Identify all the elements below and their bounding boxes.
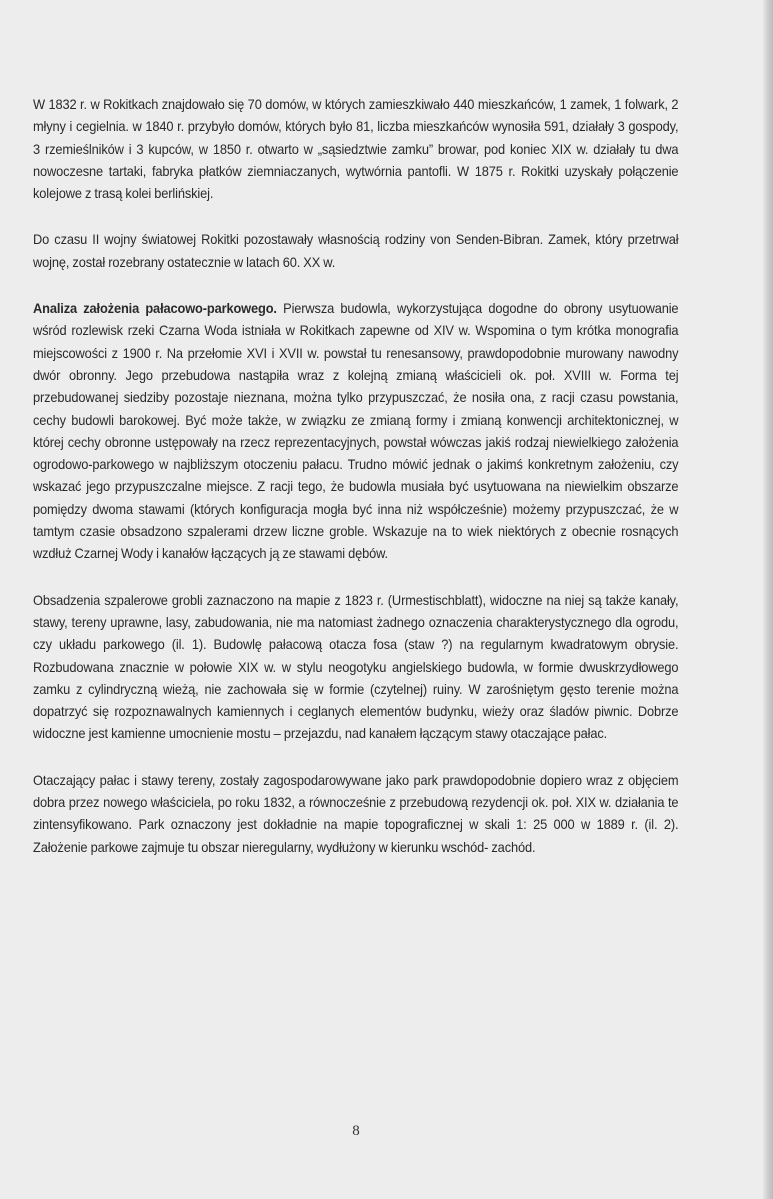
paragraph-history-1832 [33, 94, 678, 205]
paragraph-map-1823 [33, 590, 678, 746]
paragraph-text: W 1832 r. w Rokitkach znajdowało się 70 domów, w których zamieszkiwało 440 mieszkańców, 1 zamek, 1 folwark, 2 młyny i cegielnia. w 1840 r. przybyło domów, których było 81, liczba mieszkańców wynosiła 591, działały 3 gospody, 3 rzemieślników i 3 kupców, w 1850 r. otwarto w „sąsiedztwie zamku” browar, pod koniec XIX w. działały tu dwa nowoczesne tartaki, fabryka płatków ziemniaczanych, wytwórnia pantofli. W 1875 r. Rokitki uzyskały połączenie kolejowe z trasą kolei berlińskiej. [33, 97, 679, 202]
paragraph-text: Obsadzenia szpalerowe grobli zaznaczono na mapie z 1823 r. (Urmestischblatt), widoczne na niej są także kanały, stawy, tereny uprawne, lasy, zabudowania, nie ma natomiast żadnego oznaczenia charakterystycznego dla ogrodu, czy układu parkowego (il. 1). Budowlę pałacową otacza fosa (staw ?) na regularnym kwadratowym obrysie. Rozbudowana znacznie w połowie XIX w. w stylu neogotyku angielskiego budowla, w formie dwuskrzydłowego zamku z cylindryczną wieżą, nie zachowała się w formie (czytelnej) ruiny. W zarośniętym gęsto terenie można dopatrzyć się rozpoznawalnych kamiennych i ceglanych elementów budynku, wieży oraz śladów piwnic. Dobrze widoczne jest kamienne umocnienie mostu – przejazdu, nad kanałem łączącym stawy otaczające pałac. [33, 592, 679, 742]
paragraph-spacer [33, 566, 679, 590]
paragraph-text: Pierwsza budowla, wykorzystująca dogodne do obrony usytuowanie wśród rozlewisk rzeki Czarna Woda istniała w Rokitkach zapewne od XIV w. Wspomina o tym krótka monografia miejscowości z 1900 r. Na przełomie XVI i XVII w. powstał tu renesansowy, prawdopodobnie murowany nawodny dwór obronny. Jego przebudowa nastąpiła wraz z kolejną zmianą właścicieli ok. poł. XVIII w. Forma tej przebudowanej siedziby pozostaje nieznana, można tylko przypuszczać, że nosiła ona, z racji czasu powstania, cechy budowli barokowej. Być może także, w związku ze zmianą formy i zmianą konwencji architektonicznej, w której cechy obronne ustępowały na rzecz reprezentacyjnych, powstał wówczas jakiś rodzaj niewielkiego założenia ogrodowo-parkowego w najbliższym otoczeniu pałacu. Trudno mówić jednak o jakimś konkretnym założeniu, czy wskazać jego przypuszczalne miejsce. Z racji tego, że budowla musiała być usytuowana na niewielkim obszarze pomiędzy dwoma stawami (których konfiguracja mogła być inna niż współcześnie) możemy przypuszczać, że w tamtym czasie obsadzono szpalerami drzew liczne groble. Wskazuje na to wiek niektórych z obecnie rosnących wzdłuż Czarnej Wody i kanałów łączących ją ze stawami dębów. [33, 301, 679, 562]
page-edge-shadow [763, 0, 773, 1199]
paragraph-text: Otaczający pałac i stawy tereny, zostały zagospodarowywane jako park prawdopodobnie dopiero wraz z objęciem dobra przez nowego właściciela, po roku 1832, a równocześnie z przebudową rezydencji ok. poł. XIX w. działania te zintensyfikowano. Park oznaczony jest dokładnie na mapie topograficznej w skali 1: 25 000 w 1889 r. (il. 2). Założenie parkowe zajmuje tu obszar nieregularny, wydłużony w kierunku wschód- zachód. [33, 772, 679, 855]
section-heading: Analiza założenia pałacowo-parkowego. [33, 301, 277, 317]
paragraph-park [33, 770, 678, 859]
paragraph-spacer [33, 205, 679, 229]
paragraph-analysis [33, 298, 678, 566]
paragraph-text: Do czasu II wojny światowej Rokitki pozostawały własnością rodziny von Senden-Bibran. Zamek, który przetrwał wojnę, został rozebrany ostatecznie w latach 60. XX w. [33, 232, 679, 270]
paragraph-spacer [33, 746, 679, 770]
paragraph-spacer [33, 274, 679, 298]
paragraph-ownership [33, 229, 678, 274]
page-number: 8 [352, 1123, 360, 1139]
document-body [33, 94, 679, 859]
